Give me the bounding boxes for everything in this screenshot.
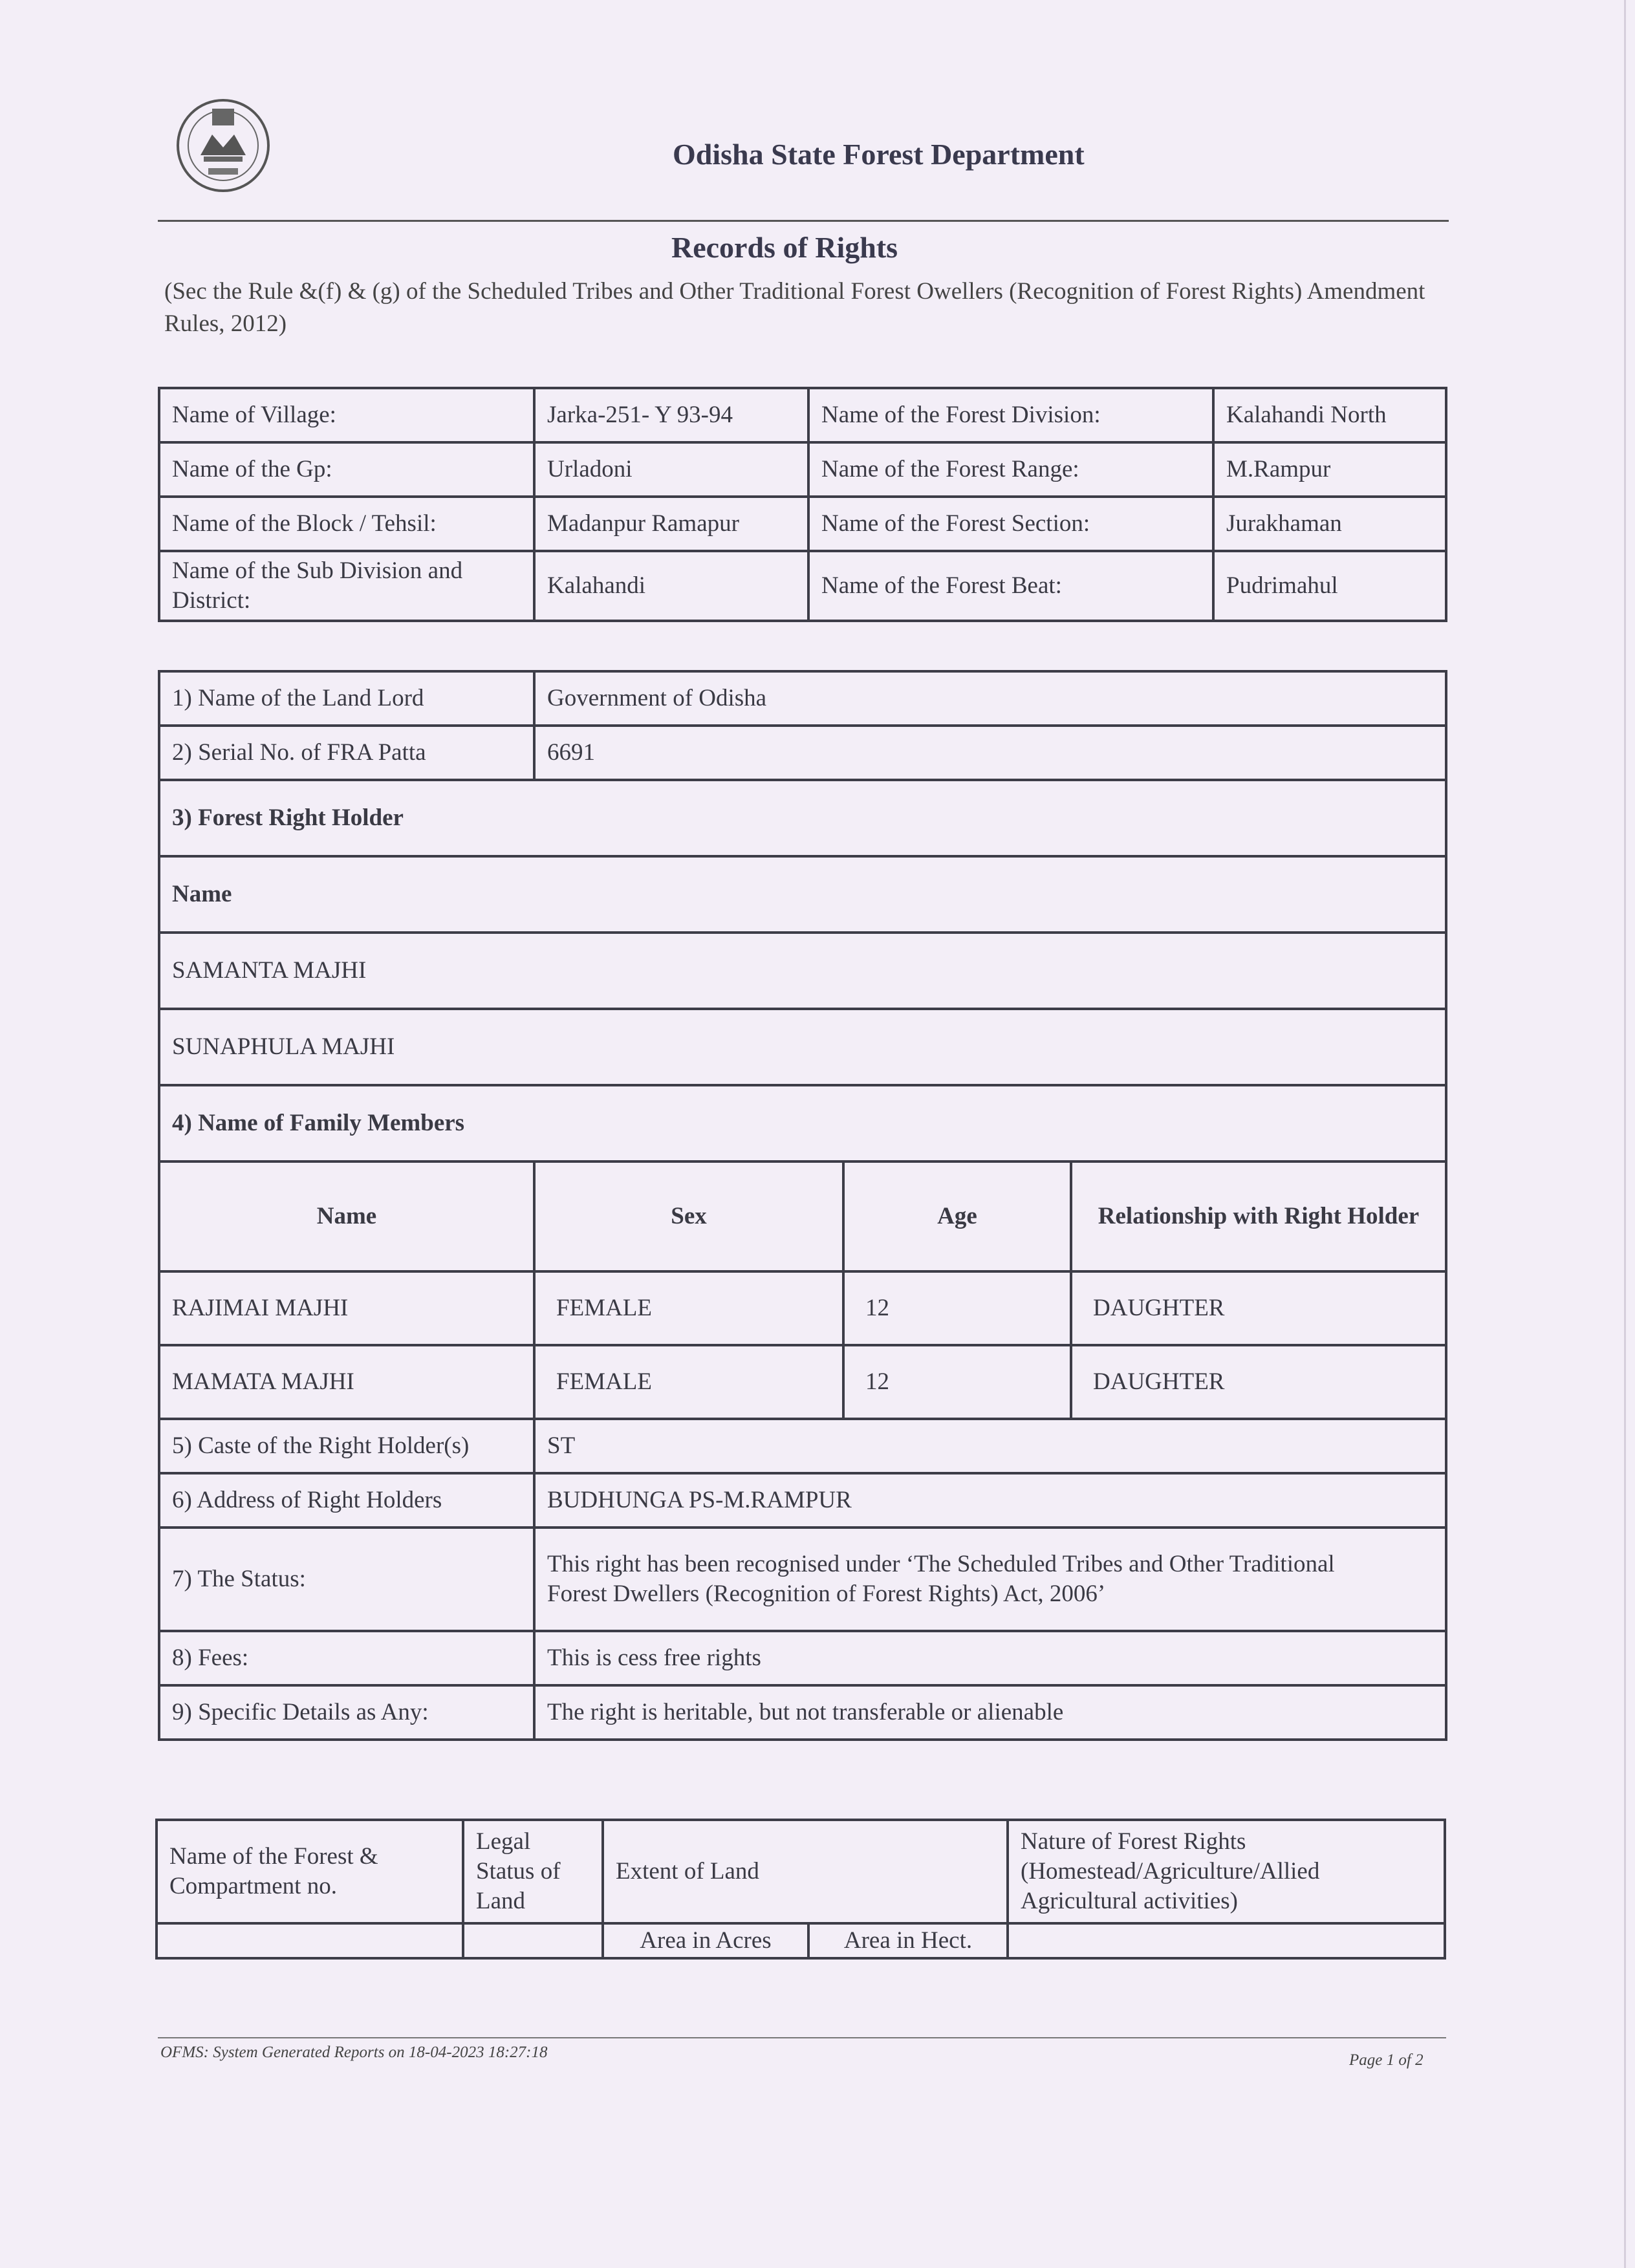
family-member-name: RAJIMAI MAJHI xyxy=(159,1271,534,1345)
block-label: Name of the Block / Tehsil: xyxy=(159,497,534,551)
footer-divider xyxy=(158,2037,1446,2038)
family-row xyxy=(159,1271,1446,1345)
department-name: Odisha State Forest Department xyxy=(673,138,1085,171)
detail-row xyxy=(159,1528,1446,1631)
legal-status-header: Legal Status of Land xyxy=(463,1820,603,1923)
subdiv-label: Name of the Sub Division and District: xyxy=(159,551,534,621)
range-value: M.Rampur xyxy=(1213,442,1446,497)
forest-compartment-cell xyxy=(157,1923,463,1958)
forest-compartment-header: Name of the Forest & Compartment no. xyxy=(157,1820,463,1923)
family-row xyxy=(159,1345,1446,1419)
fees-label: 8) Fees: xyxy=(159,1631,534,1685)
page-number: Page 1 of 2 xyxy=(1349,2051,1424,2069)
area-acres-header: Area in Acres xyxy=(603,1923,808,1958)
family-member-age: 12 xyxy=(843,1345,1071,1419)
family-heading: 4) Name of Family Members xyxy=(159,1085,1446,1161)
section-heading-row xyxy=(159,780,1446,856)
block-value: Madanpur Ramapur xyxy=(534,497,808,551)
subdiv-value: Kalahandi xyxy=(534,551,808,621)
legal-status-cell xyxy=(463,1923,603,1958)
holder-row xyxy=(159,1009,1446,1085)
area-hect-header: Area in Hect. xyxy=(808,1923,1008,1958)
family-member-age: 12 xyxy=(843,1271,1071,1345)
land-extent-table xyxy=(155,1819,1446,1960)
section-label: Name of the Forest Section: xyxy=(808,497,1213,551)
location-row xyxy=(159,388,1446,442)
land-header-row xyxy=(157,1820,1445,1923)
gp-label: Name of the Gp: xyxy=(159,442,534,497)
detail-row xyxy=(159,1685,1446,1740)
division-value: Kalahandi North xyxy=(1213,388,1446,442)
family-member-sex: FEMALE xyxy=(534,1345,843,1419)
family-member-relationship: DAUGHTER xyxy=(1071,1271,1446,1345)
family-col-relationship: Relationship with Right Holder xyxy=(1071,1161,1446,1271)
family-member-sex: FEMALE xyxy=(534,1271,843,1345)
location-table xyxy=(158,387,1447,622)
section-heading-row xyxy=(159,856,1446,933)
family-member-relationship: DAUGHTER xyxy=(1071,1345,1446,1419)
extent-of-land-header: Extent of Land xyxy=(603,1820,1008,1923)
detail-row xyxy=(159,671,1446,726)
status-value xyxy=(534,1528,1446,1631)
family-col-age: Age xyxy=(843,1161,1071,1271)
family-member-name: MAMATA MAJHI xyxy=(159,1345,534,1419)
section-heading-row xyxy=(159,1085,1446,1161)
holder-name: SAMANTA MAJHI xyxy=(159,933,1446,1009)
serial-label: 2) Serial No. of FRA Patta xyxy=(159,726,534,780)
detail-row xyxy=(159,1419,1446,1473)
family-header-row xyxy=(159,1161,1446,1271)
header-divider xyxy=(158,220,1449,222)
status-label: 7) The Status: xyxy=(159,1528,534,1631)
gp-value: Urladoni xyxy=(534,442,808,497)
location-row xyxy=(159,551,1446,621)
family-col-sex: Sex xyxy=(534,1161,843,1271)
caste-label: 5) Caste of the Right Holder(s) xyxy=(159,1419,534,1473)
beat-label: Name of the Forest Beat: xyxy=(808,551,1213,621)
family-col-name: Name xyxy=(159,1161,534,1271)
nature-of-rights-cell xyxy=(1008,1923,1445,1958)
serial-value: 6691 xyxy=(534,726,1446,780)
odisha-emblem-logo xyxy=(175,97,272,194)
section-value: Jurakhaman xyxy=(1213,497,1446,551)
village-value: Jarka-251- Y 93-94 xyxy=(534,388,808,442)
location-row xyxy=(159,497,1446,551)
holder-name-heading: Name xyxy=(159,856,1446,933)
holder-heading: 3) Forest Right Holder xyxy=(159,780,1446,856)
page-edge xyxy=(1624,0,1626,2268)
generated-report-note: OFMS: System Generated Reports on 18-04-2023 18:27:18 xyxy=(160,2044,548,2061)
landlord-value: Government of Odisha xyxy=(534,671,1446,726)
village-label: Name of Village: xyxy=(159,388,534,442)
range-label: Name of the Forest Range: xyxy=(808,442,1213,497)
document-subtitle: (Sec the Rule &(f) & (g) of the Scheduled Tribes and Other Traditional Forest Owellers (Recognition of Forest Rights) Amendment Rules, 2012) xyxy=(164,278,1425,337)
rights-details-table xyxy=(158,670,1447,1741)
location-row xyxy=(159,442,1446,497)
caste-value: ST xyxy=(534,1419,1446,1473)
document-title: Records of Rights xyxy=(671,231,898,264)
detail-row xyxy=(159,1631,1446,1685)
holder-name: SUNAPHULA MAJHI xyxy=(159,1009,1446,1085)
holder-row xyxy=(159,933,1446,1009)
land-subheader-row xyxy=(157,1923,1445,1958)
detail-row xyxy=(159,726,1446,780)
address-value: BUDHUNGA PS-M.RAMPUR xyxy=(534,1473,1446,1528)
nature-of-rights-header: Nature of Forest Rights (Homestead/Agriculture/Allied Agricultural activities) xyxy=(1008,1820,1445,1923)
status-line-1: This right has been recognised under ‘The Scheduled Tribes and Other Traditional xyxy=(547,1551,1335,1577)
status-line-2: Forest Dwellers (Recognition of Forest Rights) Act, 2006’ xyxy=(547,1581,1106,1607)
specific-value: The right is heritable, but not transferable or alienable xyxy=(534,1685,1446,1740)
specific-label: 9) Specific Details as Any: xyxy=(159,1685,534,1740)
fees-value: This is cess free rights xyxy=(534,1631,1446,1685)
landlord-label: 1) Name of the Land Lord xyxy=(159,671,534,726)
division-label: Name of the Forest Division: xyxy=(808,388,1213,442)
beat-value: Pudrimahul xyxy=(1213,551,1446,621)
detail-row xyxy=(159,1473,1446,1528)
address-label: 6) Address of Right Holders xyxy=(159,1473,534,1528)
